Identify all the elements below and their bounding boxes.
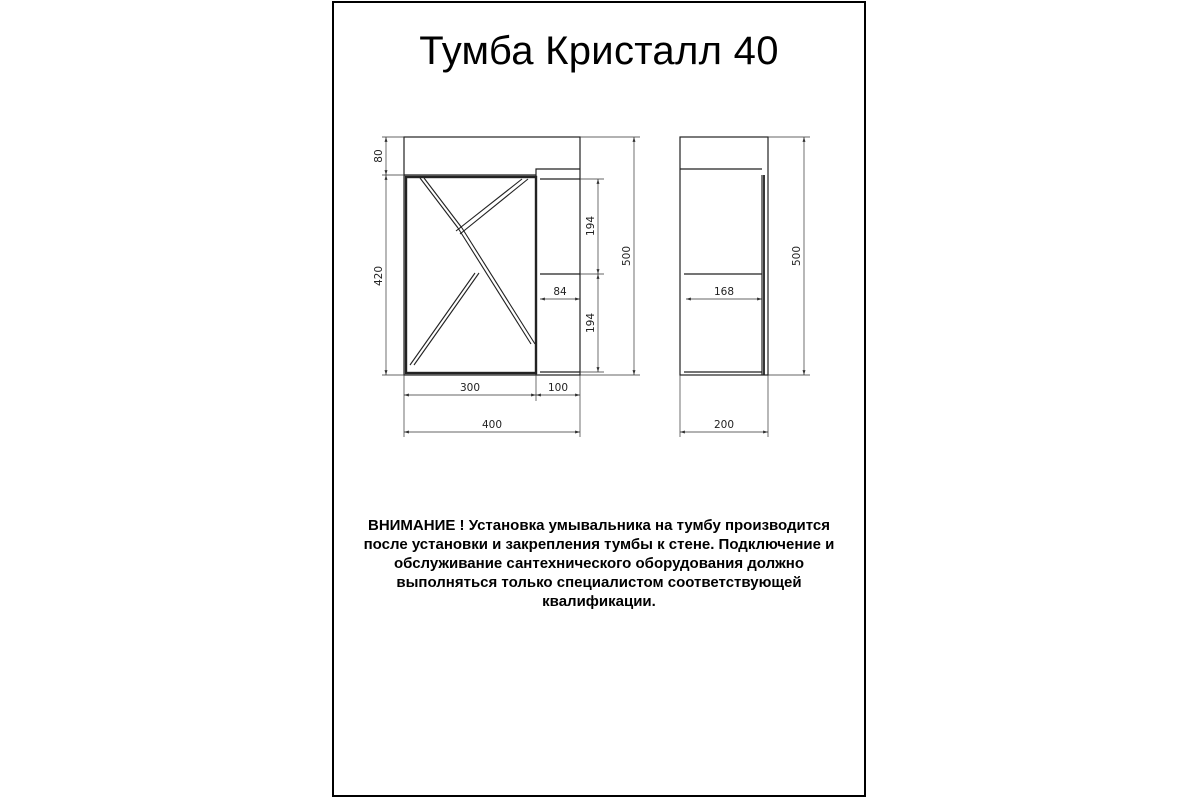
page-title: Тумба Кристалл 40 — [419, 29, 779, 73]
side-dimensions — [680, 137, 810, 437]
warning-note: ВНИМАНИЕ ! Установка умывальника на тумбу производится после установки и закрепления тумбы к стене. Подключение и обслуживание сантехнического оборудования должно выполняться только специалистом соответствующей квалификации. — [363, 517, 835, 610]
side-outer-frame — [680, 137, 768, 375]
dim-label-100: 100 — [547, 382, 569, 394]
door-pattern — [410, 178, 535, 365]
dim-label-84: 84 — [553, 286, 567, 298]
side-section-top — [536, 169, 580, 175]
front-outer-frame — [404, 137, 580, 375]
dim-label-200: 200 — [713, 419, 735, 431]
dim-label-194-top: 194 — [585, 215, 597, 237]
front-view — [404, 137, 580, 375]
dim-label-500-front: 500 — [621, 245, 633, 267]
dim-label-420: 420 — [373, 265, 385, 287]
side-view — [680, 137, 768, 375]
technical-drawing — [334, 3, 864, 795]
dim-label-194-bottom: 194 — [585, 312, 597, 334]
dim-label-300: 300 — [459, 382, 481, 394]
dim-label-80: 80 — [373, 149, 385, 163]
dim-label-500-side: 500 — [791, 245, 803, 267]
front-dimensions — [382, 137, 640, 437]
drawing-sheet — [332, 1, 866, 797]
dim-label-400: 400 — [481, 419, 503, 431]
dim-label-168: 168 — [713, 286, 735, 298]
